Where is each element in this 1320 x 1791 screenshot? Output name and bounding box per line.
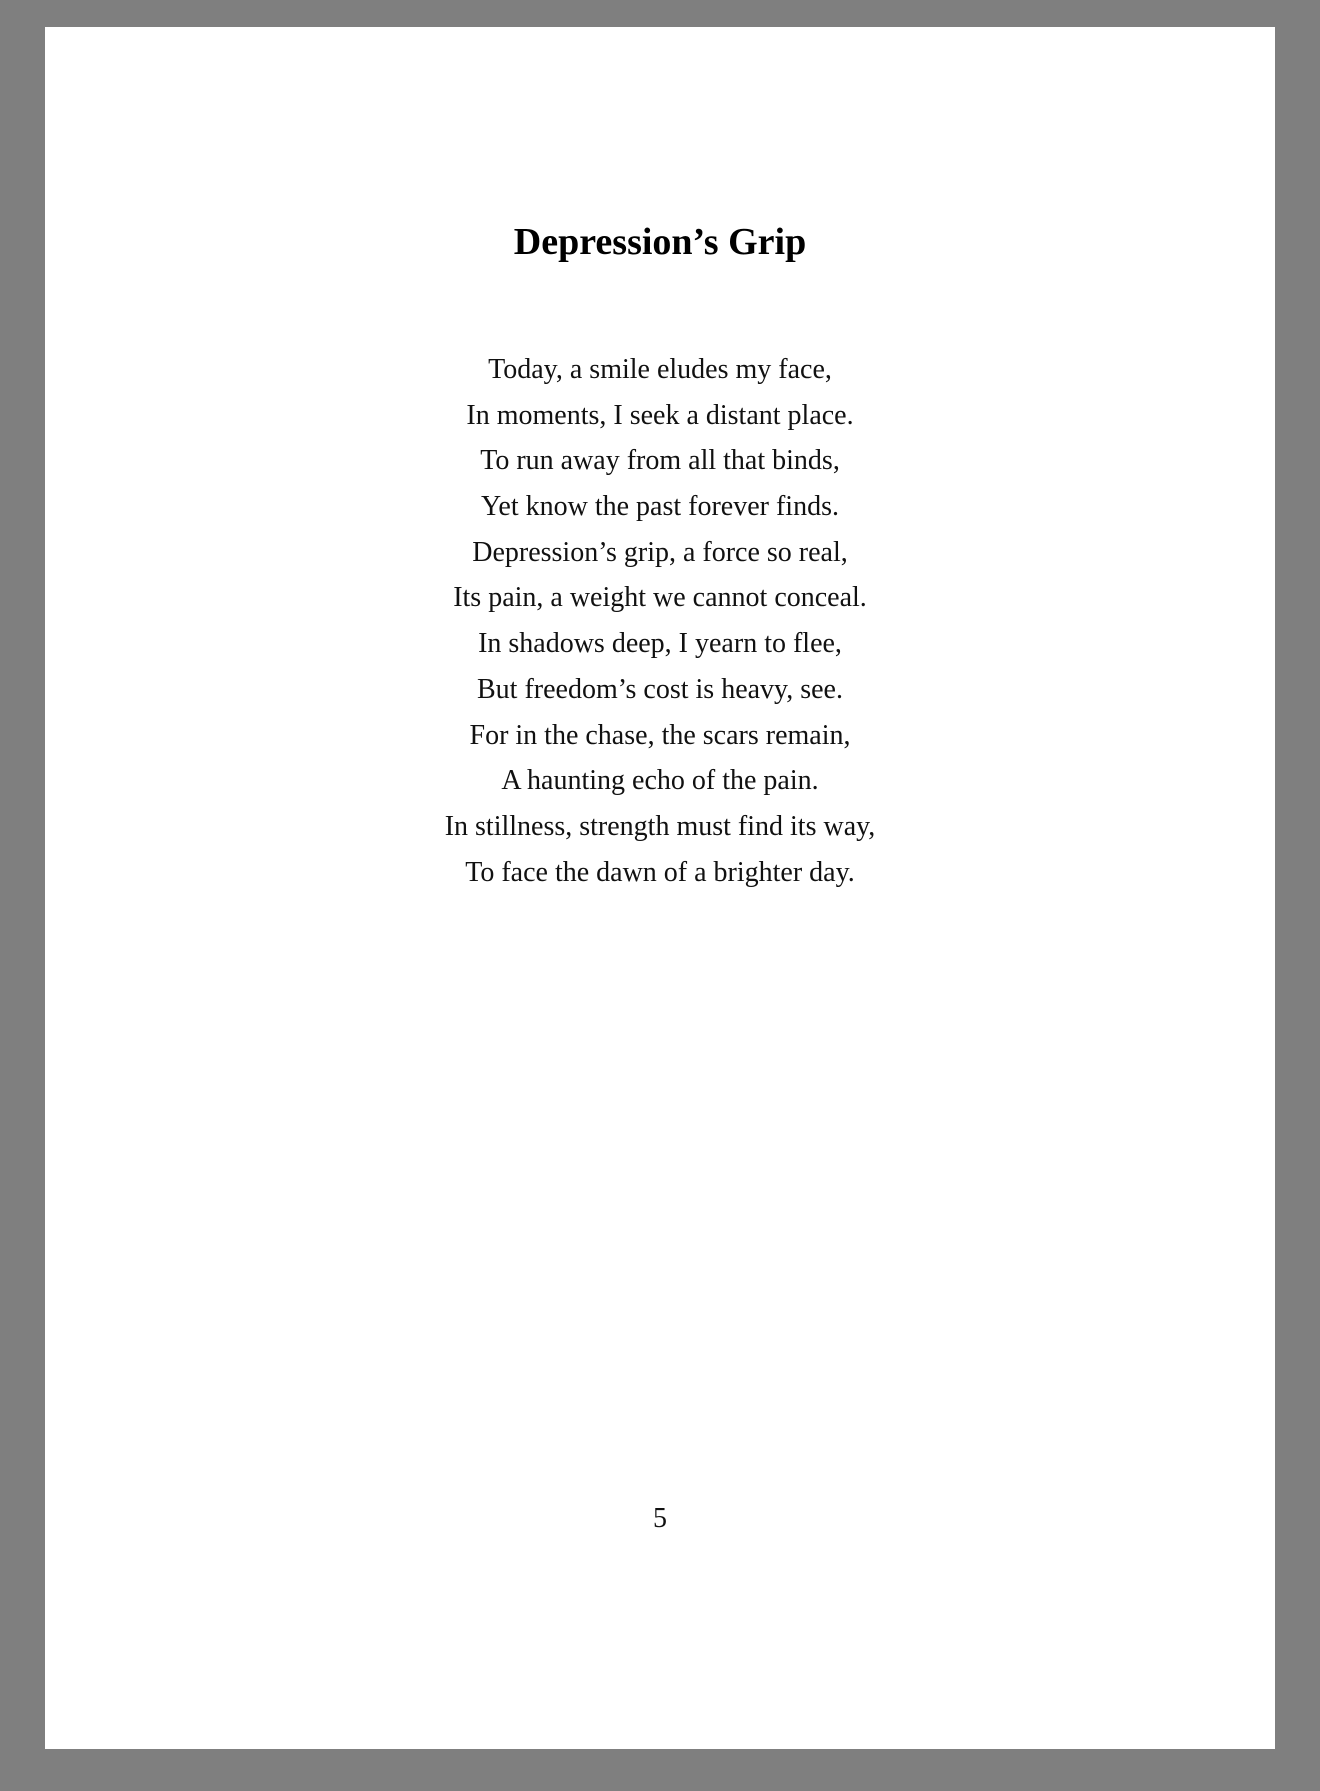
poem-line: To face the dawn of a brighter day. xyxy=(465,856,855,888)
poem-body xyxy=(45,347,1275,895)
document-page xyxy=(45,27,1275,1749)
poem-line: Yet know the past forever finds. xyxy=(481,491,839,523)
poem-line: For in the chase, the scars remain, xyxy=(469,719,851,751)
poem-line: Its pain, a weight we cannot conceal. xyxy=(453,582,867,614)
poem-title: Depression’s Grip xyxy=(513,221,807,263)
poem-line: In shadows deep, I yearn to flee, xyxy=(478,628,842,660)
page-number: 5 xyxy=(653,1503,667,1534)
poem-line: To run away from all that binds, xyxy=(480,445,840,477)
poem-line: In stillness, strength must find its way, xyxy=(444,810,876,842)
poem-line: Today, a smile eludes my face, xyxy=(488,354,832,385)
poem-line: A haunting echo of the pain. xyxy=(501,765,819,797)
poem-line: In moments, I seek a distant place. xyxy=(466,399,854,431)
poem-line: But freedom’s cost is heavy, see. xyxy=(477,673,843,705)
poem-line: Depression’s grip, a force so real, xyxy=(472,536,848,568)
